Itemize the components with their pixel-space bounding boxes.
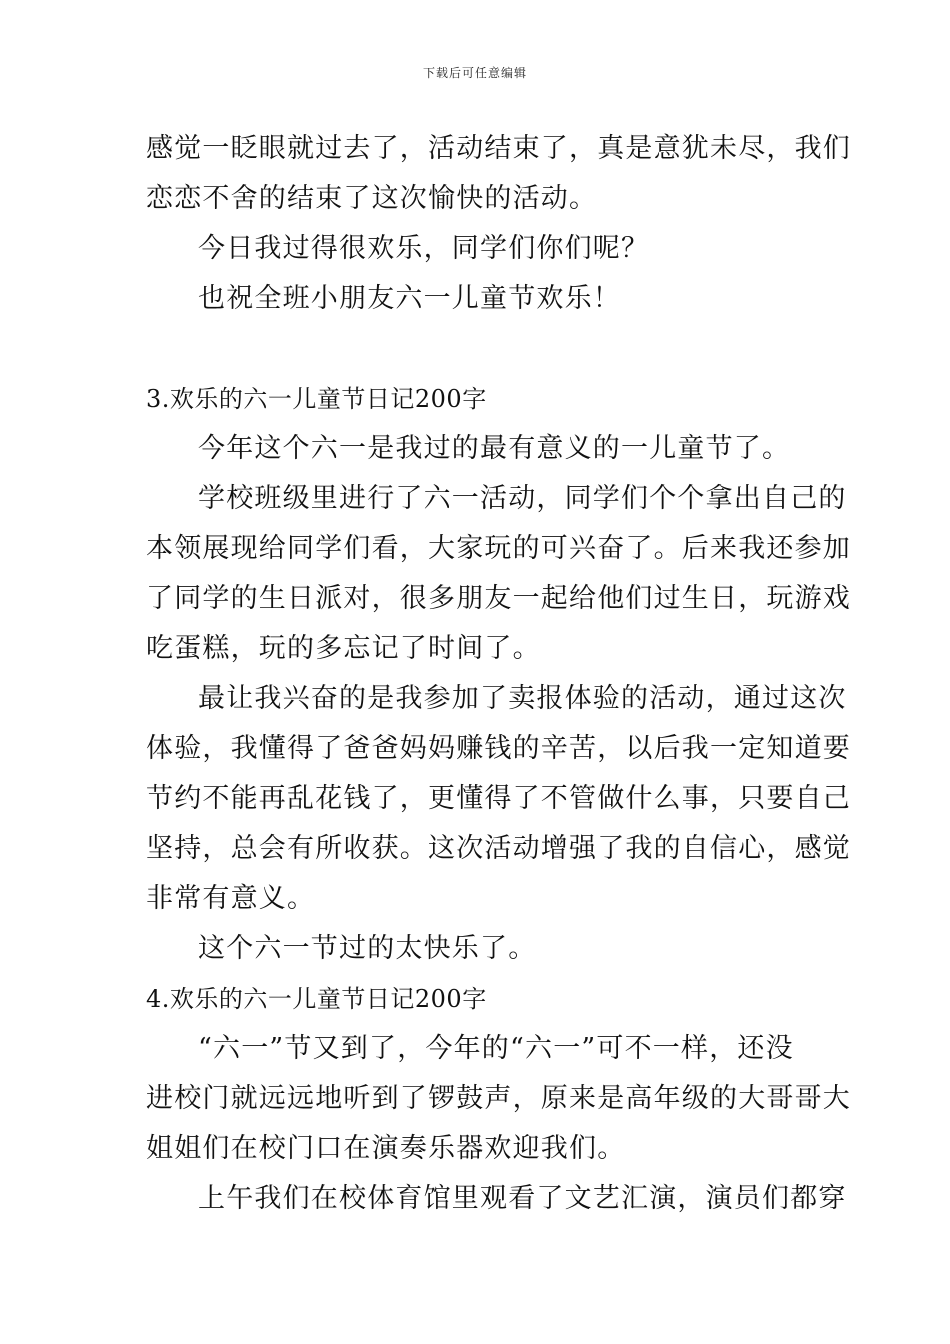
text-line: 上午我们在校体育馆里观看了文艺汇演，演员们都穿 <box>198 1183 847 1214</box>
text-line: 姐姐们在校门口在演奏乐器欢迎我们。 <box>146 1133 626 1164</box>
text-line: 最让我兴奋的是我参加了卖报体验的活动，通过这次 <box>198 683 847 714</box>
text-line: 吃蛋糕，玩的多忘记了时间了。 <box>146 633 541 664</box>
text-line: 这个六一节过的太快乐了。 <box>198 933 537 964</box>
text-line: 节约不能再乱花钱了，更懂得了不管做什么事，只要自己 <box>146 783 851 814</box>
text-line: 体验，我懂得了爸爸妈妈赚钱的辛苦，以后我一定知道要 <box>146 733 851 764</box>
text-line: 本领展现给同学们看，大家玩的可兴奋了。后来我还参加 <box>146 533 851 564</box>
document-body <box>146 124 851 1224</box>
text-line: 今日我过得很欢乐，同学们你们呢？ <box>198 233 650 264</box>
text-line: 非常有意义。 <box>146 883 316 914</box>
text-line: 了同学的生日派对，很多朋友一起给他们过生日，玩游戏 <box>146 583 851 614</box>
text-line: 恋恋不舍的结束了这次愉快的活动。 <box>146 183 598 214</box>
text-line: 坚持，总会有所收获。这次活动增强了我的自信心，感觉 <box>146 833 851 864</box>
section-heading-4: 4.欢乐的六一儿童节日记200字 <box>146 985 487 1013</box>
text-line: 进校门就远远地听到了锣鼓声，原来是高年级的大哥哥大 <box>146 1083 851 1114</box>
paragraph-gap <box>146 324 808 374</box>
text-line: 学校班级里进行了六一活动，同学们个个拿出自己的 <box>198 483 847 514</box>
text-line: “六一”节又到了，今年的“六一”可不一样，还没 <box>198 1033 794 1064</box>
text-line: 今年这个六一是我过的最有意义的一儿童节了。 <box>198 433 791 464</box>
page-header-note: 下载后可任意编辑 <box>422 66 527 80</box>
text-line: 感觉一眨眼就过去了，活动结束了，真是意犹未尽，我们 <box>146 133 851 164</box>
section-heading-3: 3.欢乐的六一儿童节日记200字 <box>146 385 487 413</box>
text-line: 也祝全班小朋友六一儿童节欢乐！ <box>198 283 621 314</box>
